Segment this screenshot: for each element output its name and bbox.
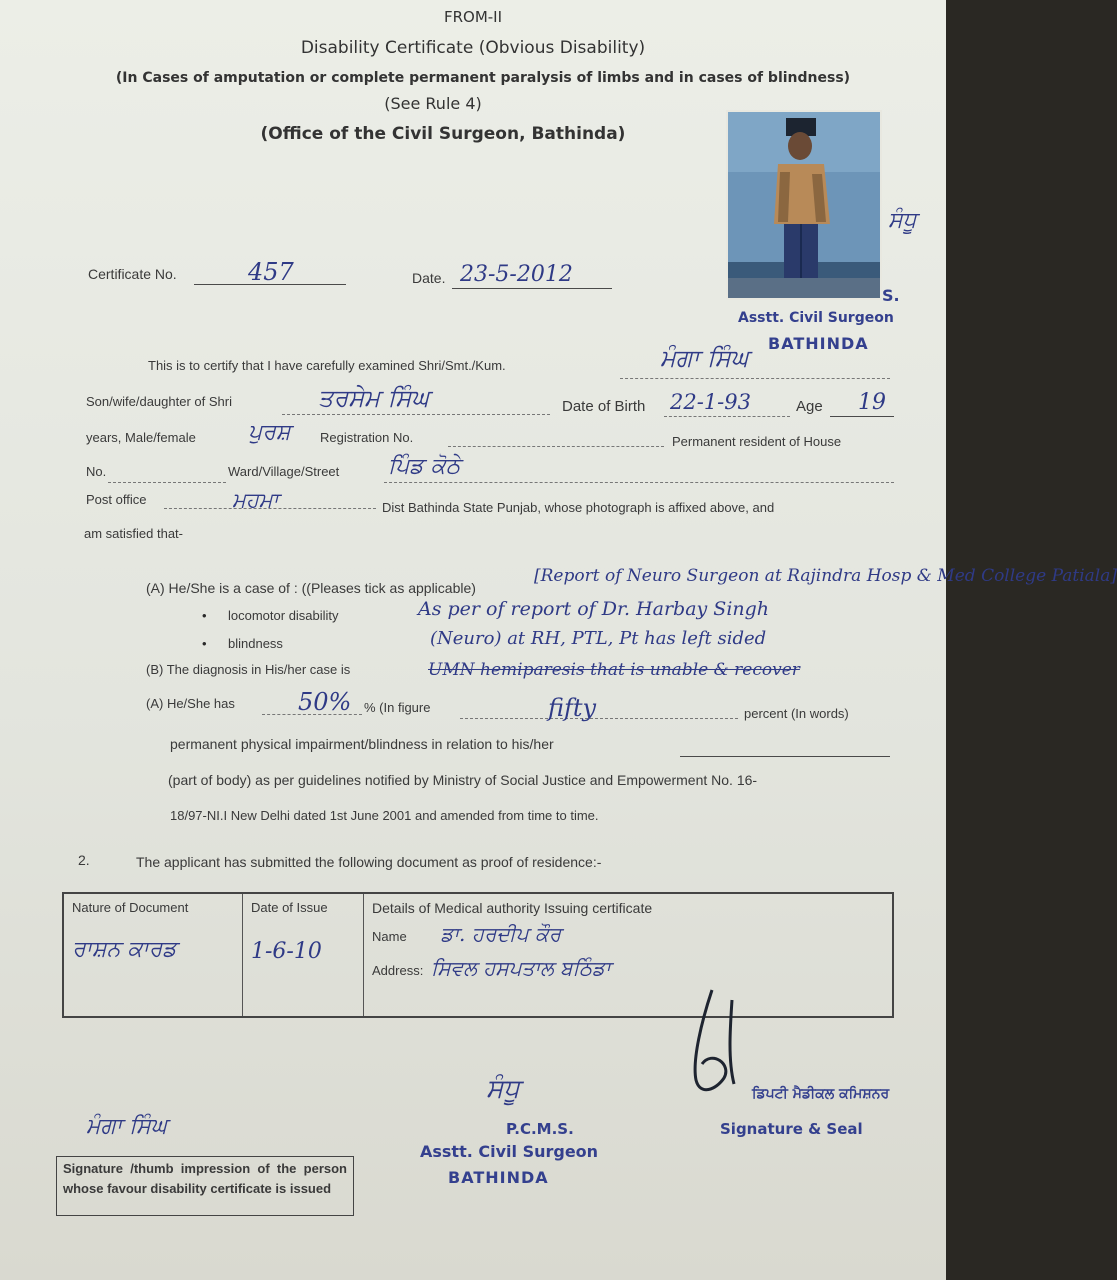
authority-address-label: Address: (372, 963, 424, 978)
section-2-number: 2. (78, 852, 90, 868)
locomotor-option: locomotor disability (228, 608, 339, 623)
authority-name-label: Name (372, 929, 407, 944)
residence-proof-text: The applicant has submitted the following document as proof of residence:- (136, 854, 602, 870)
village-value: ਪਿੰਡ ਕੋਠੇ (388, 454, 461, 479)
satisfied-text: am satisfied that- (84, 526, 183, 541)
signature-instruction-box (56, 1156, 354, 1216)
authority-address-value: ਸਿਵਲ ਹਸਪਤਾਲ ਬਠਿੰਡਾ (430, 956, 611, 980)
ward-label: Ward/Village/Street (228, 464, 340, 479)
percent-words-value: fifty (548, 694, 597, 722)
date-label: Date. (412, 270, 446, 286)
registration-label: Registration No. (320, 430, 414, 445)
blindness-option: blindness (228, 636, 283, 651)
relation-label: Son/wife/daughter of Shri (86, 394, 232, 409)
post-office-value: ਮਹਮਾ (232, 488, 279, 512)
certificate-number-label: Certificate No. (88, 266, 177, 282)
post-office-label: Post office (86, 492, 147, 507)
dob-value: 22-1-93 (670, 390, 751, 414)
column-header-authority: Details of Medical authority Issuing certificate (372, 900, 653, 916)
photo-stamp-designation: Asstt. Civil Surgeon (738, 310, 894, 326)
center-stamp-location: BATHINDA (448, 1168, 549, 1187)
certificate-number-value: 457 (248, 258, 294, 286)
in-figure-label: % (In figure (364, 700, 431, 715)
document-cell (63, 893, 243, 1017)
column-header-nature: Nature of Document (72, 900, 189, 915)
report-note-line-1: As per of report of Dr. Harbay Singh (418, 598, 770, 620)
form-number: FROM-II (443, 8, 503, 26)
applicant-photo (726, 110, 882, 300)
photo-stamp-title: S. (882, 286, 900, 305)
issue-date-value: 1-6-10 (251, 939, 322, 964)
permanent-resident-label: Permanent resident of House (672, 434, 842, 449)
age-label: Age (796, 398, 823, 415)
photo-attestation-signature: ਸੰਧੂ (888, 208, 917, 233)
guideline-text: (part of body) as per guidelines notified by Ministry of Social Justice and Empowerment No. 16- (168, 772, 758, 788)
percent-label: (A) He/She has (146, 696, 235, 711)
report-note-line-2: (Neuro) at RH, PTL, Pt has left sided (430, 628, 767, 649)
district-text: Dist Bathinda State Punjab, whose photograph is affixed above, and (382, 500, 775, 515)
document-type-value: ਰਾਸ਼ਨ ਕਾਰਡ (72, 937, 177, 962)
date-value: 23-5-2012 (460, 262, 573, 287)
document-subtitle: (In Cases of amputation or complete permanent paralysis of limbs and in cases of blindness) (115, 70, 851, 86)
case-type-label: (A) He/She is a case of : ((Pleases tick as applicable) (146, 580, 476, 596)
father-name: ਤਰਸੇਮ ਸਿੰਘ (318, 384, 430, 412)
photo-stamp-location: BATHINDA (768, 334, 869, 353)
notification-text: 18/97-NI.I New Delhi dated 1st June 2001 and amended from time to time. (170, 808, 599, 823)
impairment-text: permanent physical impairment/blindness in relation to his/her (170, 736, 554, 752)
gender-value: ਪੁਰਸ਼ (248, 420, 291, 445)
signature-seal-label: Signature & Seal (720, 1120, 863, 1138)
column-header-date: Date of Issue (251, 900, 328, 915)
medical-authority-stamp: ਡਿਪਟੀ ਮੈਡੀਕਲ ਕਮਿਸ਼ਨਰ (752, 1086, 890, 1102)
years-gender-label: years, Male/female (86, 430, 196, 445)
signature-instruction-text: Signature /thumb impression of the person whose favour disability certificate is issued (63, 1161, 347, 1196)
rule-reference: (See Rule 4) (384, 94, 482, 113)
asstt-civil-surgeon-signature: ਸੰਧੂ (486, 1074, 520, 1104)
applicant-name: ਮੰਗਾ ਸਿੰਘ (660, 344, 749, 372)
neurosurgeon-note: [Report of Neuro Surgeon at Rajindra Hosp & Med College Patiala] (534, 566, 1117, 586)
office-name: (Office of the Civil Surgeon, Bathinda) (260, 124, 626, 144)
report-note-line-3: UMN hemiparesis that is unable & recover (428, 660, 800, 680)
document-title: Disability Certificate (Obvious Disability) (300, 38, 646, 58)
percent-words-label: percent (In words) (744, 706, 849, 721)
issue-date-cell (243, 893, 364, 1017)
bullet-2: • (202, 636, 207, 651)
house-no-label: No. (86, 464, 107, 479)
authority-name-value: ਡਾ. ਹਰਦੀਪ ਕੌਰ (440, 922, 561, 946)
certify-text: This is to certify that I have carefully examined Shri/Smt./Kum. (148, 358, 506, 373)
center-stamp-designation: Asstt. Civil Surgeon (420, 1142, 599, 1161)
diagnosis-label: (B) The diagnosis in His/her case is (146, 662, 351, 677)
age-value: 19 (858, 390, 886, 415)
pcms-title: P.C.M.S. (506, 1120, 574, 1138)
bullet-1: • (202, 608, 207, 623)
dob-label: Date of Birth (562, 398, 646, 415)
applicant-signature: ਮੰਗਾ ਸਿੰਘ (86, 1114, 168, 1139)
authority-cell (364, 893, 894, 1017)
percent-figure-value: 50% (298, 688, 352, 716)
